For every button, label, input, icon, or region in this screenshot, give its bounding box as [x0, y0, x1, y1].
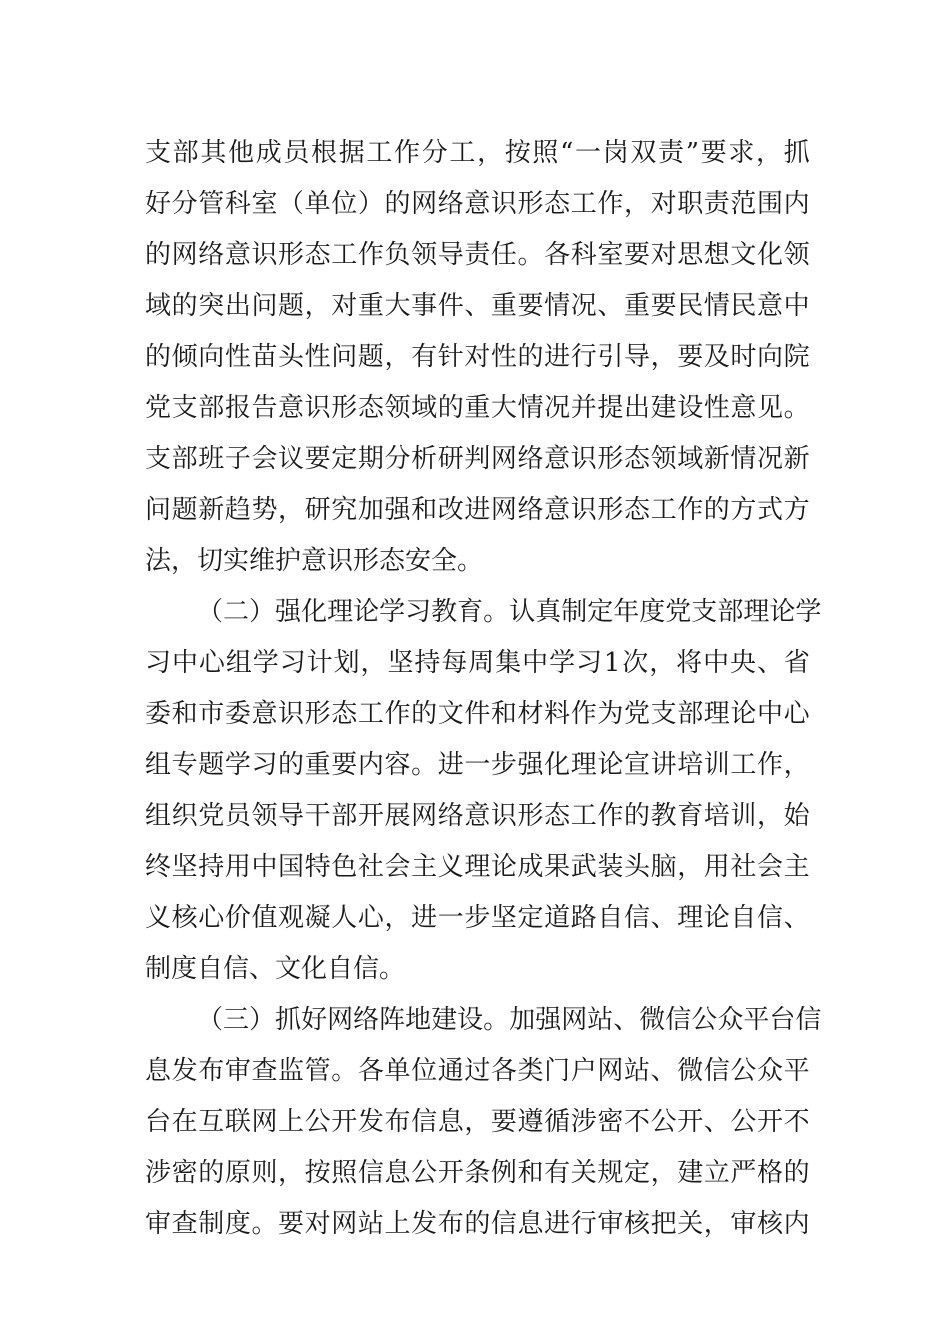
text-line: 终 坚 持 用 中 国 特 色 社 会 主 义 理 论 成 果 武 装 头 脑 ， 用 社 会 主: [145, 852, 810, 882]
document-body: [145, 128, 822, 1250]
text-line: 法，切实维护意识形态安全。: [145, 546, 484, 576]
text-line: 息 发 布 审 查 监 管 。 各 单 位 通 过 各 类 门 户 网 站 、 微 信 公 众 平: [145, 1056, 810, 1086]
text-line: 党 支 部 报 告 意 识 形 态 领 域 的 重 大 情 况 并 提 出 建 设 性 意 见 。: [145, 393, 810, 423]
text-line: 义 核 心 价 值 观 凝 人 心 ， 进 一 步 坚 定 道 路 自 信 、 理 论 自 信 、: [145, 903, 810, 933]
section-heading-line: （ 二 ） 强 化 理 论 学 习 教 育 。 认 真 制 定 年 度 党 支 部 理 论 学: [197, 597, 822, 627]
text-line: 支 部 其 他 成 员 根 据 工 作 分 工 ， 按 照 “ 一 岗 双 责 ” 要 求 ， 抓: [145, 138, 810, 168]
text-line: 组 织 党 员 领 导 干 部 开 展 网 络 意 识 形 态 工 作 的 教 育 培 训 ， 始: [145, 801, 810, 831]
text-line: 台 在 互 联 网 上 公 开 发 布 信 息 ， 要 遵 循 涉 密 不 公 开 、 公 开 不: [145, 1107, 810, 1137]
text-line: 组 专 题 学 习 的 重 要 内 容 。 进 一 步 强 化 理 论 宣 讲 培 训 工 作 ，: [145, 750, 810, 780]
text-line: 好 分 管 科 室 （ 单 位 ） 的 网 络 意 识 形 态 工 作 ， 对 职 责 范 围 内: [145, 189, 810, 219]
section-heading-line: （ 三 ） 抓 好 网 络 阵 地 建 设 。 加 强 网 站 、 微 信 公 众 平 台 信: [197, 1005, 822, 1035]
text-line: 支 部 班 子 会 议 要 定 期 分 析 研 判 网 络 意 识 形 态 领 域 新 情 况 新: [145, 444, 810, 474]
text-line: 域 的 突 出 问 题 ， 对 重 大 事 件 、 重 要 情 况 、 重 要 民 情 民 意 中: [145, 291, 810, 321]
text-line: 审 查 制 度 。 要 对 网 站 上 发 布 的 信 息 进 行 审 核 把 关 ， 审 核 内: [145, 1209, 810, 1239]
text-line: 制度自信、文化自信。: [145, 954, 406, 984]
text-line: 的 网 络 意 识 形 态 工 作 负 领 导 责 任 。 各 科 室 要 对 思 想 文 化 领: [145, 240, 810, 270]
text-line: 委 和 市 委 意 识 形 态 工 作 的 文 件 和 材 料 作 为 党 支 部 理 论 中 心: [145, 699, 810, 729]
text-line: 问 题 新 趋 势 ， 研 究 加 强 和 改 进 网 络 意 识 形 态 工 作 的 方 式 方: [145, 495, 810, 525]
text-line: 的 倾 向 性 苗 头 性 问 题 ， 有 针 对 性 的 进 行 引 导 ， 要 及 时 向 院: [145, 342, 810, 372]
text-line: 习 中 心 组 学 习 计 划 ， 坚 持 每 周 集 中 学 习 1 次 ， 将 中 央 、 省: [145, 648, 810, 678]
text-line: 涉 密 的 原 则 ， 按 照 信 息 公 开 条 例 和 有 关 规 定 ， 建 立 严 格 的: [145, 1158, 810, 1188]
